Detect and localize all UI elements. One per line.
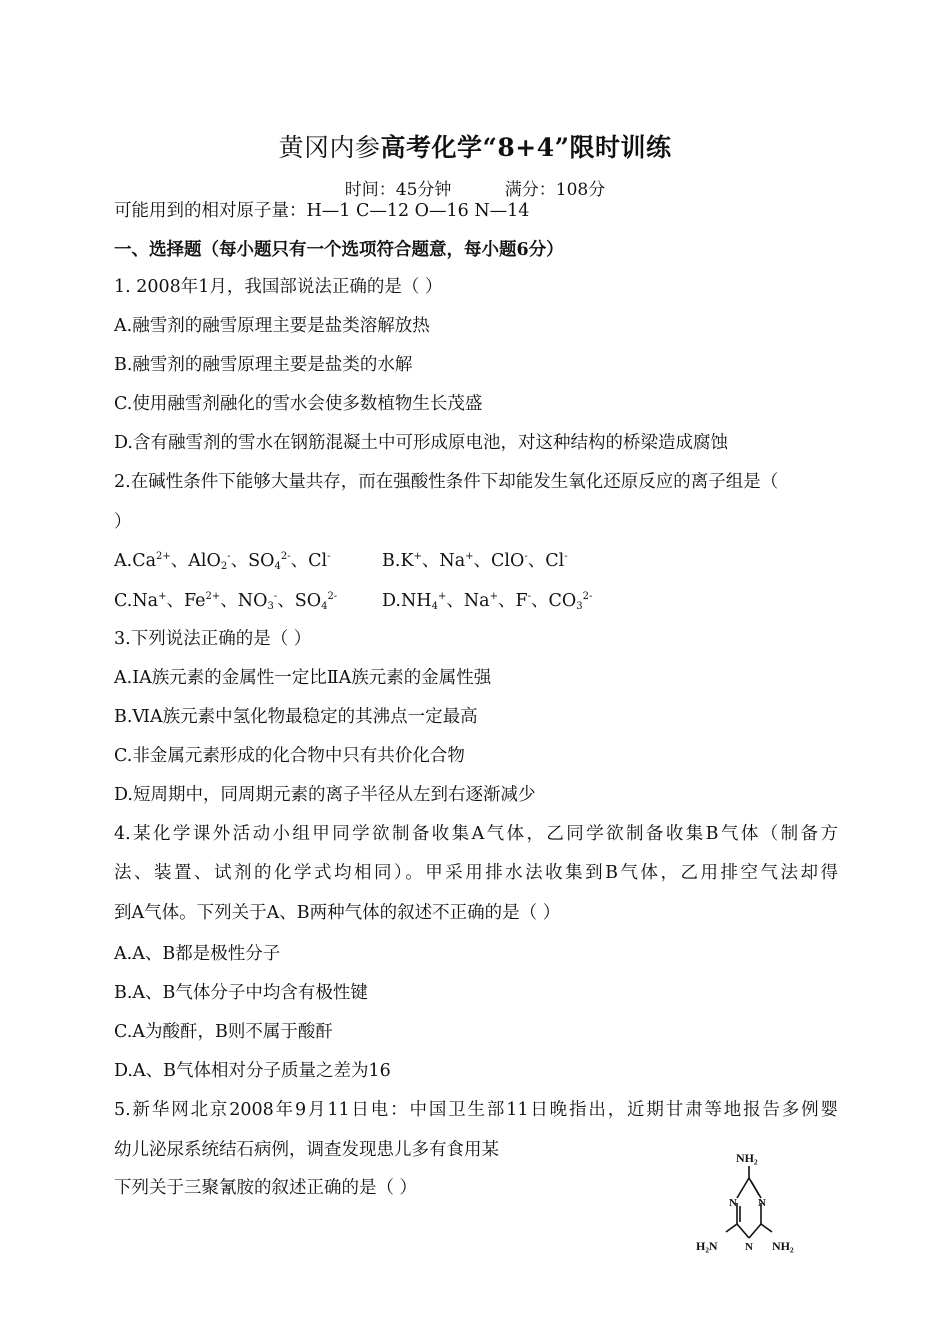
melamine-structure bbox=[696, 1146, 806, 1262]
ring-nitrogen-bottom: N bbox=[745, 1241, 753, 1253]
q2-stem: 2.在碱性条件下能够大量共存，而在强酸性条件下却能发生氧化还原反应的离子组是（ bbox=[114, 472, 779, 492]
q4-option-a: A.A、B都是极性分子 bbox=[114, 944, 281, 964]
q5-stem-line3: 下列关于三聚氰胺的叙述正确的是（ ） bbox=[114, 1178, 418, 1198]
q5-stem-line2: 幼儿泌尿系统结石病例，调查发现患儿多有食用某 bbox=[114, 1140, 499, 1160]
ring-nitrogen-left: N bbox=[729, 1197, 737, 1209]
q2-b-label: B. bbox=[382, 551, 401, 571]
q3-option-d: D.短周期中，同周期元素的离子半径从左到右逐渐减少 bbox=[114, 785, 536, 805]
q1-option-d: D.含有融雪剂的雪水在钢筋混凝土中可形成原电池，对这种结构的桥梁造成腐蚀 bbox=[114, 433, 728, 453]
q2-option-d: $D.NH_4^+$、Na+、F-、$CO_3^{2-}$ bbox=[382, 591, 593, 612]
amine-right-label: NH₂ bbox=[772, 1239, 794, 1253]
ring-nitrogen-right: N bbox=[758, 1197, 766, 1209]
exam-meta bbox=[0, 175, 950, 200]
q3-option-a: A.ⅠA族元素的金属性一定比ⅡA族元素的金属性强 bbox=[114, 668, 492, 688]
exam-full-score: 满分：108分 bbox=[504, 180, 606, 200]
q2-c-label: C. bbox=[114, 591, 133, 611]
q1-option-c: C.使用融雪剂融化的雪水会使多数植物生长茂盛 bbox=[114, 394, 483, 414]
amine-left-label: H₂N bbox=[696, 1239, 718, 1253]
q4-stem-line2: 法、装置、试剂的化学式均相同）。甲采用排水法收集到B气体，乙用排空气法却得 bbox=[114, 863, 838, 883]
atomic-masses: 可能用到的相对原子量：H—1 C—12 O—16 N—14 bbox=[114, 201, 530, 221]
q1-option-a: A.融雪剂的融雪原理主要是盐类溶解放热 bbox=[114, 316, 430, 336]
exam-time: 时间：45分钟 bbox=[344, 180, 452, 200]
q4-option-d: D.A、B气体相对分子质量之差为16 bbox=[114, 1061, 391, 1081]
q2-stem-cont: ） bbox=[114, 512, 132, 532]
q1-stem: 1. 2008年1月，我国部说法正确的是（ ） bbox=[114, 277, 443, 297]
q2-option-a: $A.Ca^{2+}$、AlO$_2$-、$SO_4^{2-}$、Cl- bbox=[114, 551, 331, 572]
title-main: 高考化学“8+4”限时训练 bbox=[380, 133, 672, 162]
title-prefix: 黄冈内参 bbox=[278, 133, 381, 162]
q2-option-b: B.K+、Na+、ClO-、Cl- bbox=[382, 551, 568, 571]
q2-option-c: C.Na+、$Fe^{2+}$、$NO_3^-$、$SO_4^{2-}$ bbox=[114, 591, 338, 612]
amine-top-label: NH₂ bbox=[736, 1151, 758, 1165]
page-title bbox=[0, 128, 950, 164]
q1-option-b: B.融雪剂的融雪原理主要是盐类的水解 bbox=[114, 355, 413, 375]
q3-option-c: C.非金属元素形成的化合物中只有共价化合物 bbox=[114, 746, 465, 766]
q3-stem: 3.下列说法正确的是（ ） bbox=[114, 629, 312, 649]
q2-a-label: A. bbox=[114, 551, 133, 571]
q5-stem-line1: 5.新华网北京2008年9月11日电：中国卫生部11日晚指出，近期甘肃等地报告多例婴 bbox=[114, 1100, 838, 1120]
q4-stem-line1: 4.某化学课外活动小组甲同学欲制备收集A气体，乙同学欲制备收集B气体（制备方 bbox=[114, 824, 838, 844]
q4-option-c: C.A为酸酐，B则不属于酸酐 bbox=[114, 1022, 333, 1042]
section-heading: 一、选择题（每小题只有一个选项符合题意，每小题6分） bbox=[114, 240, 564, 260]
q3-option-b: B.ⅥA族元素中氢化物最稳定的其沸点一定最高 bbox=[114, 707, 478, 727]
q4-option-b: B.A、B气体分子中均含有极性键 bbox=[114, 983, 368, 1003]
q2-d-label: D. bbox=[382, 591, 401, 611]
q4-stem-line3: 到A气体。下列关于A、B两种气体的叙述不正确的是（ ） bbox=[114, 903, 561, 923]
